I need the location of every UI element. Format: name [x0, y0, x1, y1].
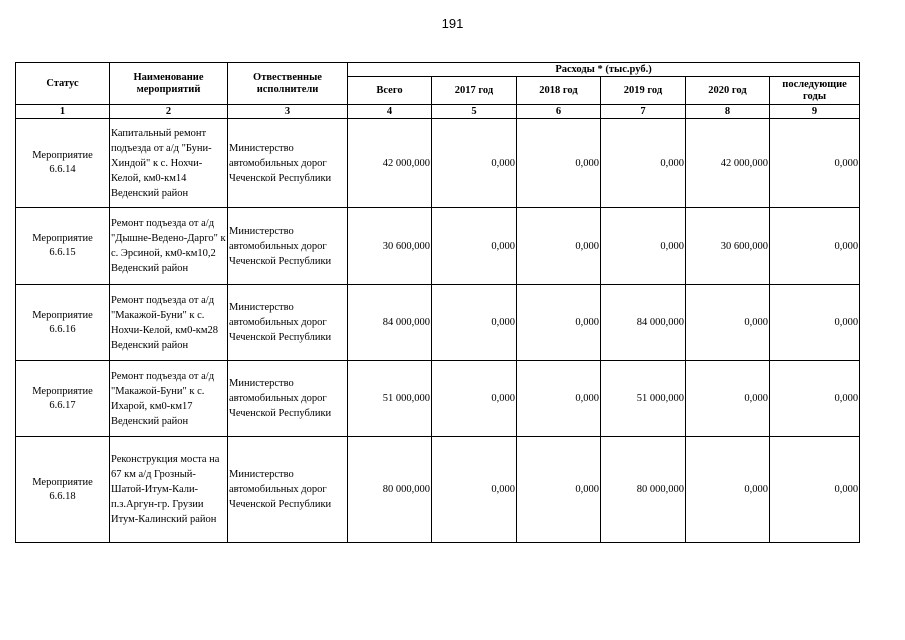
row-2018: 0,000: [517, 361, 601, 437]
header-2020: 2020 год: [686, 77, 770, 105]
row-status: Мероприятие 6.6.17: [16, 361, 110, 437]
row-2020: 0,000: [686, 437, 770, 543]
row-executor: Министерство автомобильных дорог Чеченской Республики: [228, 361, 348, 437]
row-2019: 51 000,000: [601, 361, 686, 437]
table-row: [16, 119, 860, 208]
header-2017: 2017 год: [432, 77, 517, 105]
table-row: [16, 208, 860, 285]
row-status: Мероприятие 6.6.18: [16, 437, 110, 543]
row-2020: 0,000: [686, 285, 770, 361]
row-total: 30 600,000: [348, 208, 432, 285]
column-number: 4: [348, 105, 432, 119]
table-row: [16, 285, 860, 361]
header-name: Наименование мероприятий: [110, 63, 228, 105]
row-2018: 0,000: [517, 119, 601, 208]
expenses-table: [15, 62, 860, 543]
header-executors: Отвественные исполнители: [228, 63, 348, 105]
column-number: 8: [686, 105, 770, 119]
row-2019: 80 000,000: [601, 437, 686, 543]
column-number: 9: [770, 105, 860, 119]
row-total: 84 000,000: [348, 285, 432, 361]
header-2018: 2018 год: [517, 77, 601, 105]
row-2017: 0,000: [432, 285, 517, 361]
page-number: 191: [441, 16, 464, 31]
row-total: 51 000,000: [348, 361, 432, 437]
row-2020: 0,000: [686, 361, 770, 437]
row-2019: 84 000,000: [601, 285, 686, 361]
row-later: 0,000: [770, 361, 860, 437]
row-2020: 42 000,000: [686, 119, 770, 208]
column-number: 6: [517, 105, 601, 119]
header-status: Статус: [16, 63, 110, 105]
row-2018: 0,000: [517, 285, 601, 361]
row-2020: 30 600,000: [686, 208, 770, 285]
header-2019: 2019 год: [601, 77, 686, 105]
row-total: 42 000,000: [348, 119, 432, 208]
row-later: 0,000: [770, 437, 860, 543]
column-numbers-row: [16, 105, 860, 119]
row-2019: 0,000: [601, 208, 686, 285]
row-status: Мероприятие 6.6.14: [16, 119, 110, 208]
column-number: 7: [601, 105, 686, 119]
header-total: Всего: [348, 77, 432, 105]
row-later: 0,000: [770, 208, 860, 285]
row-2018: 0,000: [517, 437, 601, 543]
row-executor: Министерство автомобильных дорог Чеченской Республики: [228, 208, 348, 285]
header-expenses-group: Расходы * (тыс.руб.): [348, 63, 860, 77]
row-2017: 0,000: [432, 119, 517, 208]
row-2017: 0,000: [432, 208, 517, 285]
row-name: Ремонт подъезда от а/д "Дышне-Ведено-Дарго" к с. Эрсиной, км0-км10,2 Веденский район: [110, 208, 228, 285]
row-later: 0,000: [770, 119, 860, 208]
column-number: 2: [110, 105, 228, 119]
row-executor: Министерство автомобильных дорог Чеченской Республики: [228, 437, 348, 543]
row-name: Ремонт подъезда от а/д "Макажой-Буни" к с. Нохчи-Келой, км0-км28 Веденский район: [110, 285, 228, 361]
row-total: 80 000,000: [348, 437, 432, 543]
table-row: [16, 361, 860, 437]
column-number: 1: [16, 105, 110, 119]
row-name: Ремонт подъезда от а/д "Макажой-Буни" к с. Ихарой, км0-км17 Веденский район: [110, 361, 228, 437]
row-status: Мероприятие 6.6.15: [16, 208, 110, 285]
row-2017: 0,000: [432, 361, 517, 437]
row-later: 0,000: [770, 285, 860, 361]
column-number: 5: [432, 105, 517, 119]
row-status: Мероприятие 6.6.16: [16, 285, 110, 361]
row-2018: 0,000: [517, 208, 601, 285]
column-number: 3: [228, 105, 348, 119]
row-executor: Министерство автомобильных дорог Чеченской Республики: [228, 119, 348, 208]
header-later-years: последующие годы: [770, 77, 860, 105]
row-executor: Министерство автомобильных дорог Чеченской Республики: [228, 285, 348, 361]
row-2019: 0,000: [601, 119, 686, 208]
table-row: [16, 437, 860, 543]
row-name: Реконструкция моста на 67 км а/д Грозный-Шатой-Итум-Кали-п.з.Аргун-гр. Грузии Итум-Калинский район: [110, 437, 228, 543]
row-name: Капитальный ремонт подъезда от а/д "Буни-Хиндой" к с. Нохчи-Келой, км0-км14 Веденский район: [110, 119, 228, 208]
row-2017: 0,000: [432, 437, 517, 543]
